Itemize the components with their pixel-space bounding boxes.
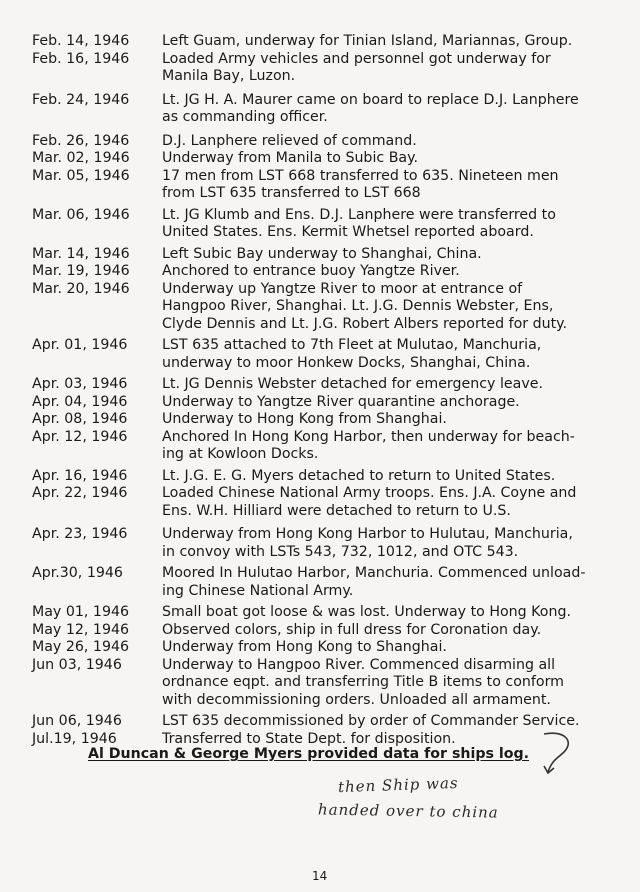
entry-date: May 26, 1946 xyxy=(32,639,130,655)
log-entry xyxy=(30,207,620,242)
log-entry xyxy=(30,526,620,561)
entry-text xyxy=(162,604,620,622)
entry-line: Ens. W.H. Hilliard were detached to return to U.S. xyxy=(162,502,511,519)
entry-line: Lt. J.G. E. G. Myers detached to return to United States. xyxy=(162,467,556,484)
entry-line: underway to moor Honkew Docks, Shanghai, China. xyxy=(162,354,531,371)
log-entry xyxy=(30,713,620,731)
entry-line: Lt. JG Dennis Webster detached for emergency leave. xyxy=(162,376,543,392)
handwritten-note: handed over to china xyxy=(317,800,499,822)
entry-line: Loaded Army vehicles and personnel got underway for xyxy=(162,50,551,67)
entry-line: Small boat got loose & was lost. Underway to Hong Kong. xyxy=(162,604,571,620)
entry-line: Underway from Manila to Subic Bay. xyxy=(162,150,419,166)
entry-text xyxy=(162,337,620,372)
entry-date: Jun 03, 1946 xyxy=(32,656,122,673)
entry-date: May 01, 1946 xyxy=(32,604,130,620)
credit-line: Al Duncan & George Myers provided data for ships log. xyxy=(88,746,530,762)
entry-line: Observed colors, ship in full dress for Coronation day. xyxy=(162,621,542,638)
entry-line: Left Subic Bay underway to Shanghai, China. xyxy=(162,245,482,262)
entry-text xyxy=(162,246,620,264)
entry-line: ing Chinese National Army. xyxy=(162,582,354,599)
log-entry xyxy=(30,33,620,51)
log-entry xyxy=(30,565,620,600)
entry-date: Jun 06, 1946 xyxy=(32,713,122,729)
entry-line: ordnance eqpt. and transferring Title B items to conform xyxy=(162,674,564,690)
entry-date: Apr. 12, 1946 xyxy=(32,428,128,445)
entry-line: with decommissioning orders. Unloaded all armament. xyxy=(162,691,551,708)
entry-text xyxy=(162,411,620,429)
entry-text xyxy=(162,639,620,657)
entry-line: ing at Kowloon Docks. xyxy=(162,446,319,462)
entry-date: Mar. 20, 1946 xyxy=(32,280,130,297)
entry-line: Manila Bay, Luzon. xyxy=(162,68,296,84)
entry-date: Feb. 14, 1946 xyxy=(32,33,130,49)
entry-date: Apr. 22, 1946 xyxy=(32,485,128,501)
entry-date: Apr. 08, 1946 xyxy=(32,411,128,427)
entry-line: Underway to Yangtze River quarantine anchorage. xyxy=(162,393,520,410)
entry-date: Feb. 24, 1946 xyxy=(32,91,130,108)
entry-line: Underway up Yangtze River to moor at entrance of xyxy=(162,280,523,297)
page-number: 14 xyxy=(312,869,328,883)
entry-line: 17 men from LST 668 transferred to 635. Nineteen men xyxy=(162,167,559,184)
entry-line: United States. Ens. Kermit Whetsel reported aboard. xyxy=(162,224,534,240)
entry-line: LST 635 attached to 7th Fleet at Mulutao, Manchuria, xyxy=(162,337,542,353)
entry-text xyxy=(162,485,620,520)
entry-line: D.J. Lanphere relieved of command. xyxy=(162,132,417,149)
log-entry xyxy=(30,604,620,622)
entry-date: Mar. 19, 1946 xyxy=(32,263,130,279)
entry-text xyxy=(162,526,620,561)
log-entry xyxy=(30,622,620,640)
entry-date: Jul.19, 1946 xyxy=(32,730,117,747)
entry-date: Mar. 14, 1946 xyxy=(32,245,130,262)
entry-line: in convoy with LSTs 543, 732, 1012, and OTC 543. xyxy=(162,543,519,560)
entry-line: Lt. JG Klumb and Ens. D.J. Lanphere were transferred to xyxy=(162,206,556,223)
log-entry xyxy=(30,429,620,464)
entry-text xyxy=(162,394,620,412)
log-entry xyxy=(30,92,620,127)
entry-text xyxy=(162,168,620,203)
entry-date: May 12, 1946 xyxy=(32,621,130,638)
entry-text xyxy=(162,376,620,394)
entry-text xyxy=(162,281,620,334)
entry-text xyxy=(162,263,620,281)
entry-text xyxy=(162,565,620,600)
log-entry xyxy=(30,394,620,412)
entry-text xyxy=(162,207,620,242)
log-entry xyxy=(30,263,620,281)
entry-text xyxy=(162,51,620,86)
entry-date: Mar. 02, 1946 xyxy=(32,150,130,166)
log-entry xyxy=(30,168,620,203)
entry-text xyxy=(162,657,620,710)
entry-text xyxy=(162,92,620,127)
log-entry xyxy=(30,133,620,151)
log-entry xyxy=(30,150,620,168)
entry-line: LST 635 decommissioned by order of Commander Service. xyxy=(162,713,580,729)
handwritten-note: then Ship was xyxy=(337,773,459,797)
entry-line: Underway from Hong Kong to Shanghai. xyxy=(162,639,447,655)
entry-line: from LST 635 transferred to LST 668 xyxy=(162,185,421,201)
entry-line: Transferred to State Dept. for disposition. xyxy=(162,730,456,747)
entry-line: as commanding officer. xyxy=(162,109,328,125)
ships-log xyxy=(30,33,620,748)
entry-line: Underway to Hong Kong from Shanghai. xyxy=(162,411,447,427)
entry-text xyxy=(162,133,620,151)
log-entry xyxy=(30,246,620,264)
entry-date: Mar. 05, 1946 xyxy=(32,167,130,184)
log-entry xyxy=(30,657,620,710)
entry-line: Lt. JG H. A. Maurer came on board to replace D.J. Lanphere xyxy=(162,91,579,108)
entry-text xyxy=(162,33,620,51)
entry-line: Underway from Hong Kong Harbor to Hulutau, Manchuria, xyxy=(162,526,573,542)
log-entry xyxy=(30,51,620,86)
entry-line: Hangpoo River, Shanghai. Lt. J.G. Dennis Webster, Ens, xyxy=(162,298,554,314)
entry-text xyxy=(162,150,620,168)
entry-text xyxy=(162,429,620,464)
entry-line: Left Guam, underway for Tinian Island, Mariannas, Group. xyxy=(162,33,573,49)
entry-date: Feb. 16, 1946 xyxy=(32,50,130,67)
log-entry xyxy=(30,639,620,657)
entry-line: Underway to Hangpoo River. Commenced disarming all xyxy=(162,656,556,673)
entry-date: Apr. 03, 1946 xyxy=(32,376,128,392)
handwritten-arrow-icon xyxy=(540,728,580,778)
entry-date: Apr. 16, 1946 xyxy=(32,467,128,484)
entry-line: Loaded Chinese National Army troops. Ens. J.A. Coyne and xyxy=(162,485,577,501)
entry-line: Anchored to entrance buoy Yangtze River. xyxy=(162,263,460,279)
entry-text xyxy=(162,468,620,486)
entry-line: Clyde Dennis and Lt. J.G. Robert Albers reported for duty. xyxy=(162,315,568,332)
entry-text xyxy=(162,622,620,640)
log-entry xyxy=(30,411,620,429)
entry-line: Moored In Hulutao Harbor, Manchuria. Commenced unload- xyxy=(162,565,586,581)
entry-date: Apr. 04, 1946 xyxy=(32,393,128,410)
log-entry xyxy=(30,376,620,394)
entry-line: Anchored In Hong Kong Harbor, then underway for beach- xyxy=(162,428,575,445)
entry-date: Apr. 23, 1946 xyxy=(32,526,128,542)
entry-date: Apr. 01, 1946 xyxy=(32,337,128,353)
log-entry xyxy=(30,485,620,520)
entry-date: Mar. 06, 1946 xyxy=(32,206,130,223)
entry-date: Feb. 26, 1946 xyxy=(32,132,130,149)
log-entry xyxy=(30,468,620,486)
log-entry xyxy=(30,337,620,372)
log-entry xyxy=(30,281,620,334)
entry-date: Apr.30, 1946 xyxy=(32,565,123,581)
